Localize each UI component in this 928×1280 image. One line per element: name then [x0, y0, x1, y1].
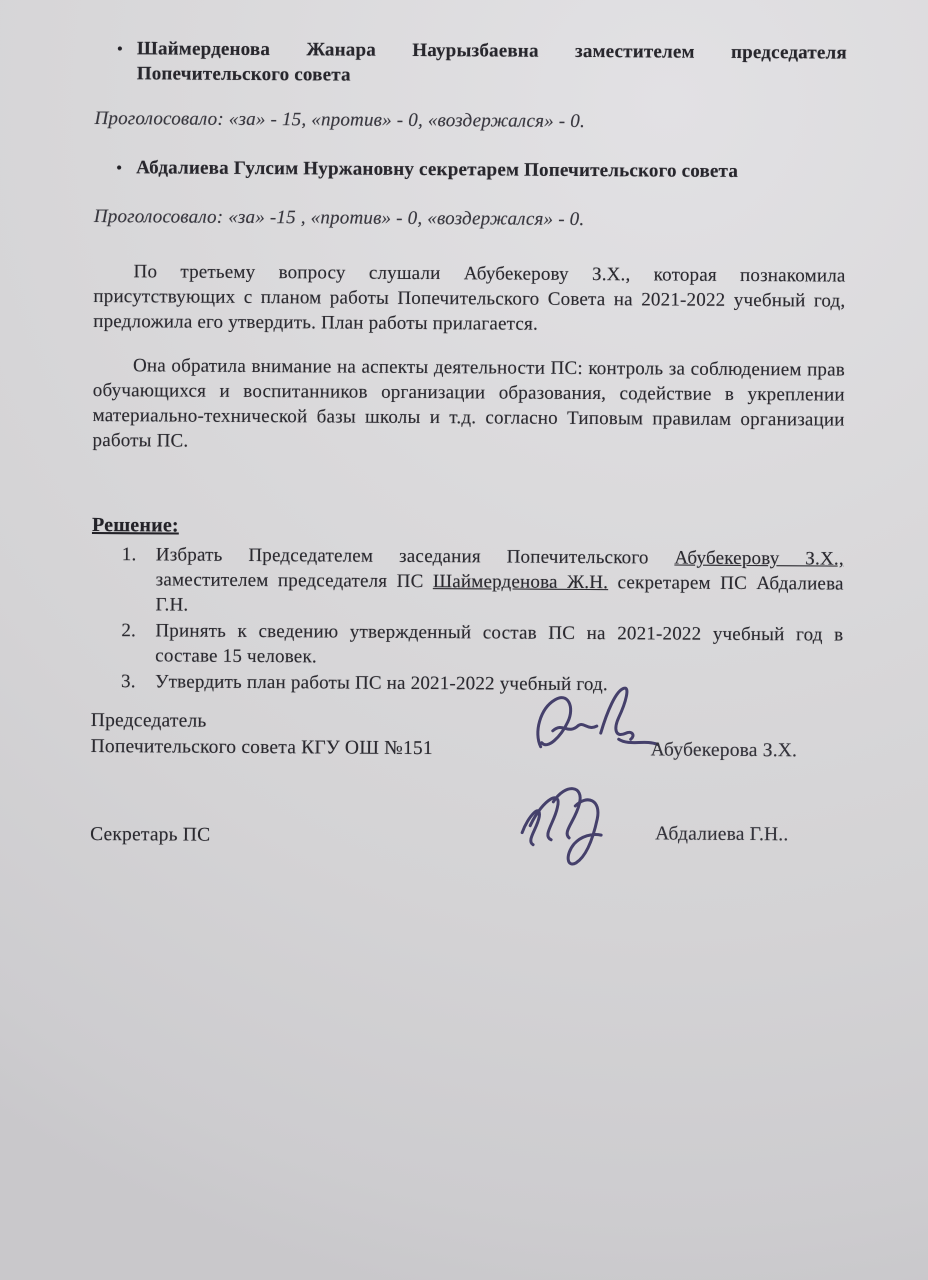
chairman-name: Абубекерова З.Х. — [650, 739, 798, 762]
bullet-item-text: Шаймерденова Жанара Наурызбаевна заместителем председателя Попечительского совета — [136, 38, 847, 86]
secretary-signature-ink — [516, 771, 621, 872]
decision-item-number: 2. — [121, 620, 137, 642]
decision-item-number: 1. — [121, 544, 137, 566]
chairman-title-line1: Председатель — [90, 709, 207, 732]
bullet-item-deputy-chair — [95, 36, 847, 91]
decision-item-text: Утвердить план работы ПС на 2021-2022 учебный год. — [154, 671, 608, 696]
signature-section — [90, 676, 843, 911]
vote-result-2: Проголосовало: «за» -15 , «против» - 0, «воздержался» - 0. — [93, 205, 585, 230]
paragraph-third-question: По третьему вопросу слушали Абубекерову З.Х., которая познакомила присутствующих с планом работы Попечительского Совета на 2021-2022 учебный год, предложила его утвердить. План работы прилагается. — [93, 261, 846, 335]
decision-heading: Решение: — [91, 513, 179, 537]
bullet-icon: • — [116, 39, 124, 59]
bullet-item-secretary — [94, 155, 846, 185]
secretary-title: Секретарь ПС — [90, 823, 211, 846]
bullet-item-text: Абдалиева Гулсим Нуржановну секретарем Попечительского совета — [136, 157, 739, 182]
document-content — [90, 36, 847, 846]
secretary-name: Абдалиева Г.Н.. — [655, 823, 789, 846]
bullet-icon: • — [116, 158, 123, 178]
chairman-title-line2: Попечительского совета КГУ ОШ №151 — [90, 735, 433, 760]
decision-1-underlined-name-2: Шаймерденова Ж.Н. — [432, 571, 609, 594]
paragraph-ps-activities: Она обратила внимание на аспекты деятельности ПС: контроль за соблюдением прав обучающихся и воспитанников организации образования, содействие в укреплении материально-технической базы школы и т.д. согласно Типовым правилам организации работы ПС. — [92, 355, 846, 452]
decision-item-text — [155, 542, 843, 621]
vote-result-1: Проголосовало: «за» - 15, «против» - 0, «воздержался» - 0. — [94, 107, 586, 132]
decision-item-number: 3. — [120, 671, 136, 693]
decision-1-part1: Избрать Председателем заседания Попечительского — [155, 544, 675, 569]
decision-item-text: Принять к сведению утвержденный состав ПС на 2021-2022 учебный год в составе 15 человек. — [155, 620, 844, 668]
decision-1-underlined-name-1: Абубекерову З.Х., — [674, 547, 844, 570]
chairman-signature-ink — [531, 681, 661, 764]
decision-item-2 — [91, 618, 843, 673]
decision-list — [91, 542, 844, 699]
decision-item-1 — [91, 542, 843, 622]
decision-1-part3: секретарем ПС Абдалиева Г.Н. — [155, 572, 844, 616]
decision-1-part2: заместителем председателя ПС — [155, 569, 433, 593]
